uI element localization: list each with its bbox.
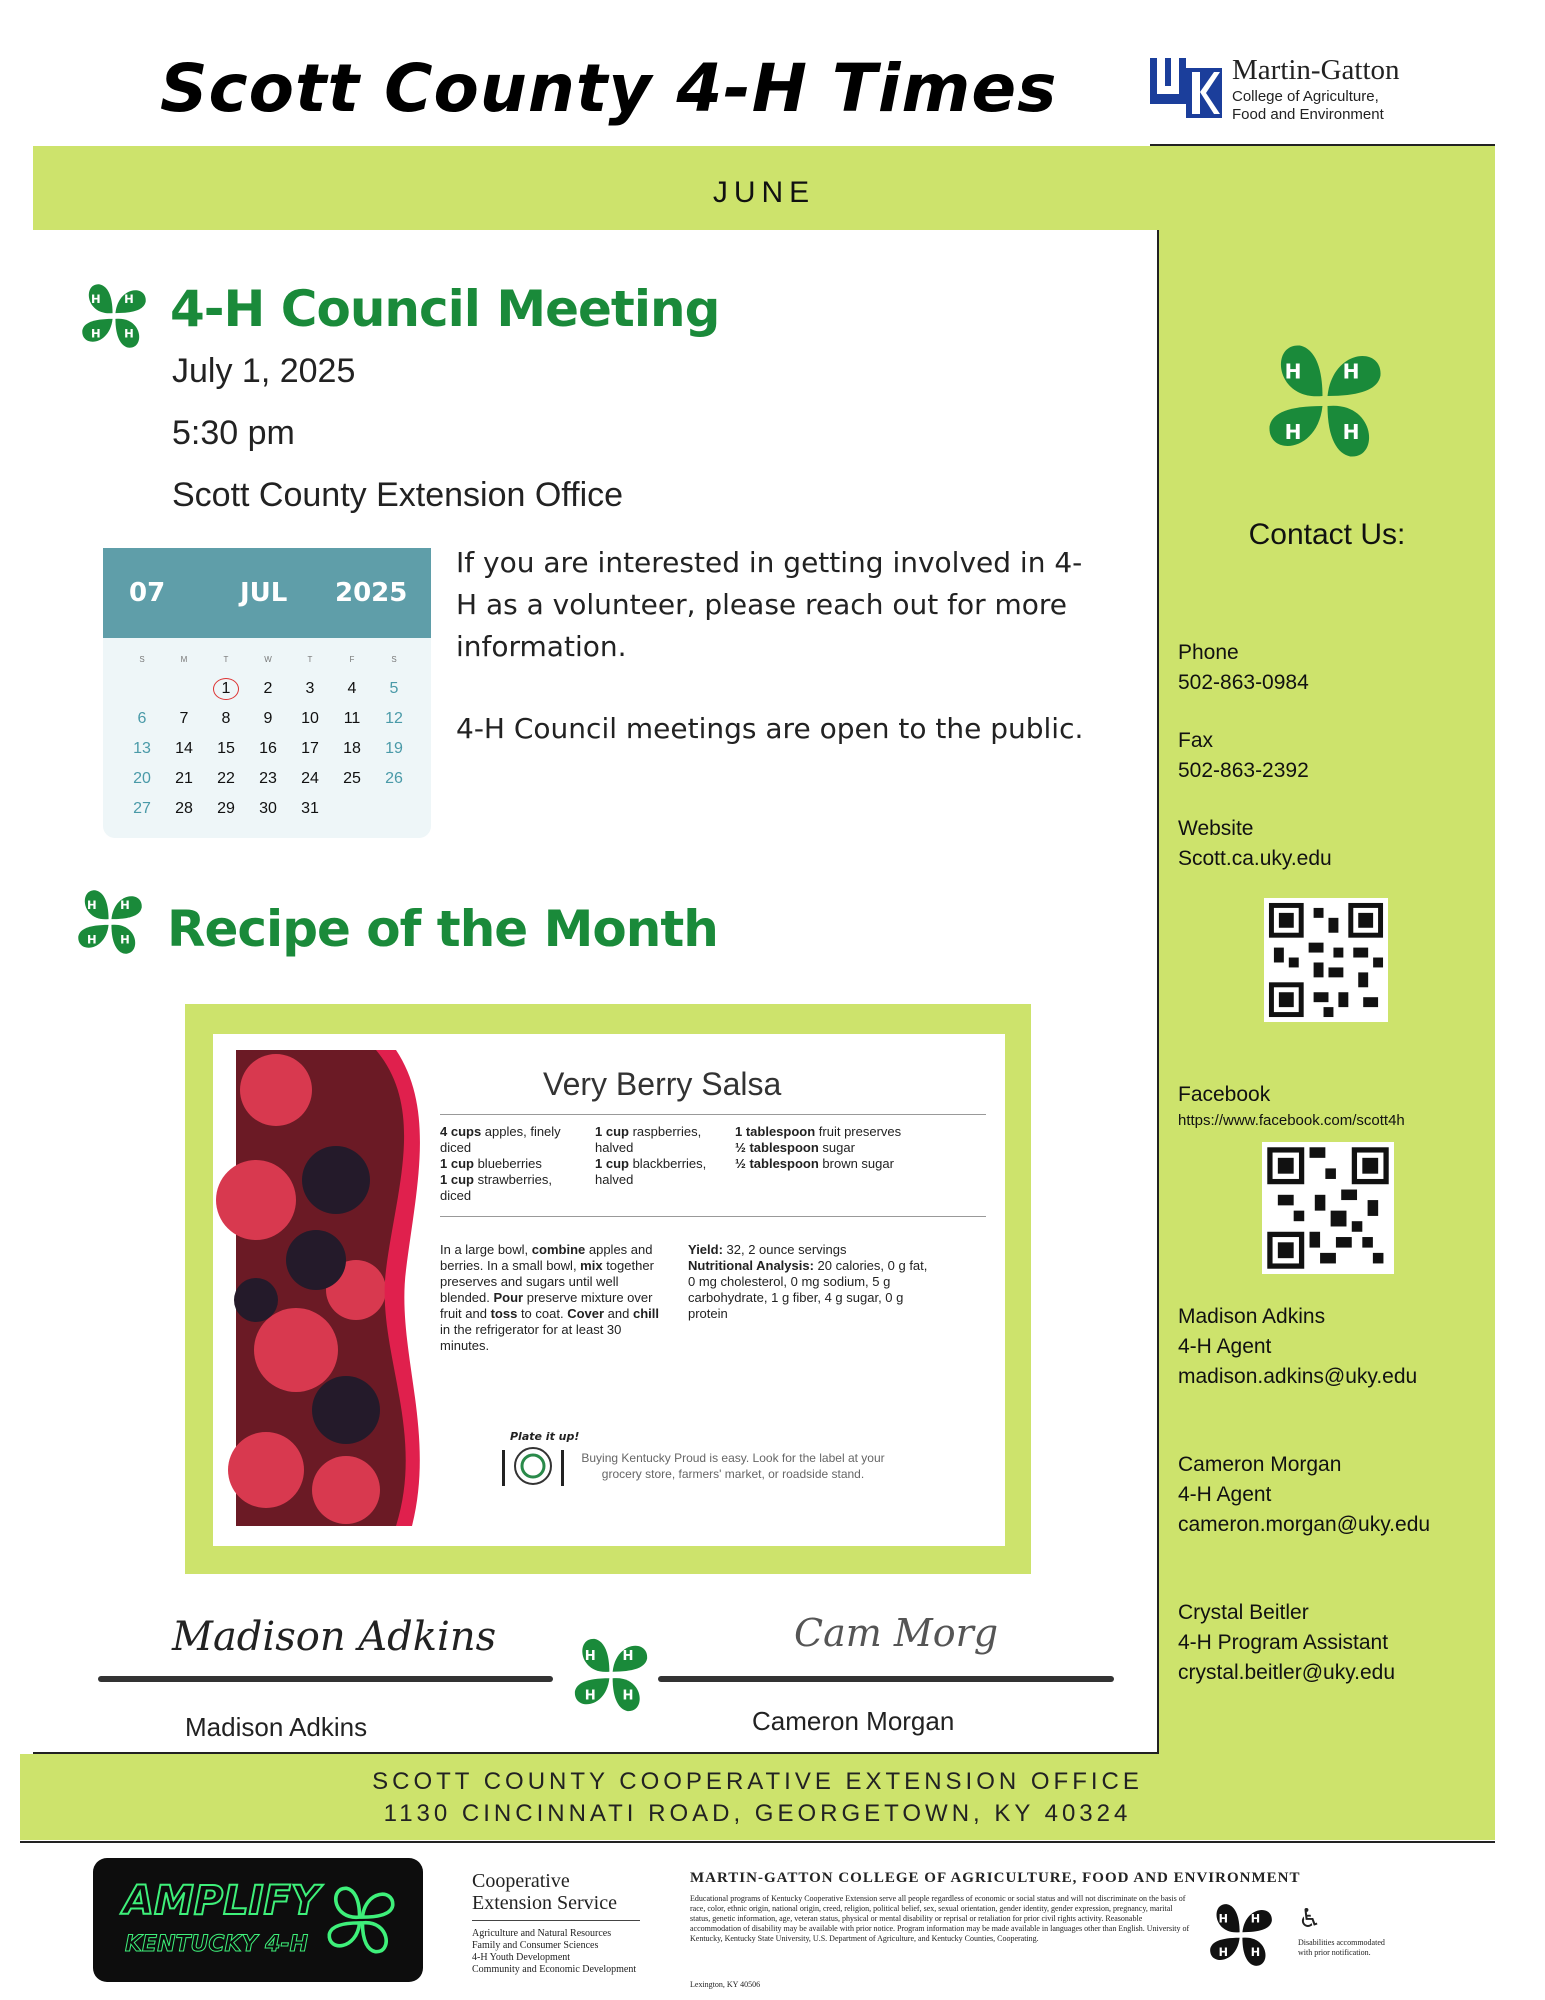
calendar-day: 18 [343,740,361,757]
contact-person-2 [1178,1450,1430,1540]
ces-unit: 4-H Youth Development [472,1952,571,1963]
college-subtitle-2: Food and Environment [1232,106,1384,123]
person-role: 4-H Agent [1178,1483,1272,1506]
four-h-clover-icon [1262,338,1388,464]
calendar-day: 4 [347,680,357,697]
calendar-day: 29 [217,800,235,817]
calendar-day: 28 [175,800,193,817]
plate-it-up-text: Plate it up! [510,1430,580,1443]
person-role: 4-H Agent [1178,1335,1272,1358]
ces-rule [472,1920,640,1921]
ces-unit: Agriculture and Natural Resources [472,1928,612,1939]
fax-block [1178,726,1309,786]
recipe-heading: Recipe of the Month [167,900,718,958]
recipe-rule [440,1114,986,1115]
calendar-header [103,548,431,638]
calendar-day: 6 [137,710,147,727]
nutrition-line: Nutritional Analysis: 20 calories, 0 g fat, 0 mg cholesterol, 0 mg sodium, 5 g carbohydrate, 1 g fiber, 4 g sugar, 0 g protein [688,1258,928,1321]
calendar-day: 13 [133,740,151,757]
nondiscrimination-statement: Educational programs of Kentucky Cooperative Extension serve all people regardless of economic or social status and will not discriminate on the basis of race, color, ethnic origin, national origin, creed, religion, political belief, sex, sexual orientation, gender identity, gender expression, pregnancy, marital status, genetic information, age, veteran status, physical or mental disability or reprisal or retaliation for prior civil rights activity. Reasonable accommodation of disability may be available with prior notice. Program information may be made available in languages other than English. University of Kentucky, Kentucky State University, U.S. Department of Agriculture, and Kentucky Counties, Cooperating. [690,1894,1190,1943]
month-label: JUNE [712,176,816,209]
svg-text:H: H [1284,419,1302,444]
calendar-weekday: M [180,654,188,664]
calendar-day: 26 [385,770,403,787]
svg-text:H: H [1218,1912,1228,1926]
svg-text:H: H [124,292,134,307]
svg-text:H: H [90,326,101,341]
ingredient-item: 4 cups apples, finely diced [440,1124,561,1155]
svg-text:H: H [1284,359,1302,384]
contact-person-1 [1178,1302,1417,1392]
newsletter-title: Scott County 4-H Times [160,50,1058,127]
recipe-name: Very Berry Salsa [543,1066,782,1102]
svg-text:Cam Morg: Cam Morg [794,1611,999,1655]
calendar-day: 17 [301,740,319,757]
calendar-day: 12 [385,710,403,727]
four-h-clover-icon [570,1634,652,1716]
ingredients-column-2 [595,1124,715,1188]
svg-text:H: H [622,1688,634,1704]
calendar-week-row [121,764,417,794]
calendar-week-row [121,734,417,764]
calendar-weekday: S [139,654,145,664]
svg-text:H: H [1342,359,1360,384]
phone-number[interactable]: 502-863-0984 [1178,671,1309,694]
madison-signature [168,1594,497,1674]
cooperative-extension-logo: Cooperative Extension Service [472,1870,617,1914]
amplify-text: AMPLIFY [123,1878,320,1924]
calendar-day: 15 [217,740,235,757]
calendar-day: 22 [217,770,235,787]
fax-number: 502-863-2392 [1178,759,1309,782]
phone-block [1178,638,1309,698]
calendar-day: 21 [175,770,193,787]
council-date: July 1, 2025 [172,352,356,390]
yield-line: Yield: 32, 2 ounce servings [688,1242,847,1257]
recipe-nutrition [688,1242,938,1322]
kentucky-proud-note: Buying Kentucky Proud is easy. Look for the label at your grocery store, farmers' market, or roadside stand. [581,1451,885,1481]
ingredient-item: 1 cup blackberries, halved [595,1156,707,1187]
contact-person-3 [1178,1598,1395,1688]
calendar-day: 9 [263,710,273,727]
ingredient-item: 1 cup raspberries, halved [595,1124,702,1155]
calendar-day: 11 [343,710,361,727]
ingredients-column-1 [440,1124,570,1204]
ingredient-item: 1 tablespoon fruit preserves [735,1124,902,1139]
facebook-link[interactable]: https://www.facebook.com/scott4h [1178,1112,1405,1129]
council-location: Scott County Extension Office [172,476,624,514]
ingredient-item: 1 cup strawberries, diced [440,1172,552,1203]
recipe-directions: In a large bowl, combine apples and berries. In a small bowl, mix together preserves and sugars until well blended. Pour preserve mixture over fruit and toss to coat. Cover and chill in the refrigerator for at least 30 minutes. [440,1242,659,1353]
person-role: 4-H Program Assistant [1178,1631,1389,1654]
calendar-weekday: F [349,654,355,664]
recipe-rule [440,1216,986,1217]
four-h-clover-icon [325,1884,397,1956]
svg-text:H: H [1250,1946,1261,1959]
phone-label: Phone [1178,641,1239,664]
calendar-week-row [121,674,417,704]
signature-line-right [658,1676,1114,1682]
person-email[interactable]: crystal.beitler@uky.edu [1178,1661,1396,1684]
facebook-label: Facebook [1178,1083,1271,1106]
council-time: 5:30 pm [172,414,295,452]
website-block [1178,814,1332,874]
calendar-week-row [121,704,417,734]
calendar-week-row [121,794,417,824]
calendar-day-highlighted: 1 [213,678,239,700]
person-email[interactable]: cameron.morgan@uky.edu [1178,1513,1431,1536]
ingredient-item: ½ tablespoon brown sugar [735,1156,894,1171]
calendar-day: 30 [259,800,277,817]
recipe-card [213,1034,1005,1546]
accessibility-icon: ♿ [1298,1904,1322,1934]
open-meeting-paragraph: 4-H Council meetings are open to the public. [456,712,1084,745]
calendar-day: 19 [385,740,403,757]
uk-college-logo [1150,54,1450,124]
calendar-day: 20 [133,770,151,787]
calendar-month-name: JUL [240,578,288,608]
person-name: Crystal Beitler [1178,1601,1309,1624]
svg-text:Madison Adkins: Madison Adkins [172,1614,497,1660]
office-address: 1130 CINCINNATI ROAD, GEORGETOWN, KY 40324 [383,1800,1132,1827]
fax-label: Fax [1178,729,1214,752]
facebook-qr-code[interactable] [1262,1142,1394,1274]
ingredient-item: ½ tablespoon sugar [735,1140,855,1155]
calendar-day: 23 [259,770,277,787]
signature-line-left [98,1676,553,1682]
ingredients-column-3 [735,1124,925,1172]
calendar-day: 8 [221,710,231,727]
svg-text:H: H [86,898,97,913]
calendar-day: 5 [389,680,399,697]
svg-text:H: H [124,326,134,341]
footer-rule [20,1841,1495,1843]
cameron-signature [790,1588,1000,1674]
contact-title: Contact Us: [1248,518,1406,551]
calendar-day: 14 [175,740,193,757]
calendar-day: 25 [343,770,361,787]
signature-name-cameron: Cameron Morgan [752,1706,955,1736]
svg-text:H: H [120,932,130,947]
calendar-month-number: 07 [129,578,166,608]
calendar-weekday: S [391,654,397,664]
svg-text:H: H [584,1649,596,1665]
ces-program-units [472,1928,636,1976]
svg-text:H: H [584,1688,596,1704]
college-name: Martin-Gatton [1232,54,1400,86]
july-calendar [103,548,431,838]
person-name: Madison Adkins [1178,1305,1326,1328]
calendar-weekday: W [264,654,272,664]
svg-text:H: H [90,292,101,307]
calendar-day: 31 [301,800,319,817]
signature-name-madison: Madison Adkins [185,1712,368,1742]
calendar-day: 24 [301,770,319,787]
svg-text:H: H [1250,1912,1261,1926]
person-email[interactable]: madison.adkins@uky.edu [1178,1365,1418,1388]
volunteer-paragraph: If you are interested in getting involved in 4-H as a volunteer, please reach out for more information. [456,546,1083,663]
website-qr-code[interactable] [1264,898,1388,1022]
calendar-weekday: T [223,654,229,664]
calendar-day: 2 [263,680,273,697]
office-name: SCOTT COUNTY COOPERATIVE EXTENSION OFFICE [372,1768,1143,1795]
svg-text:H: H [1218,1946,1228,1959]
calendar-day: 27 [133,800,151,817]
four-h-clover-icon [78,280,150,352]
plate-it-up-logo [488,1420,578,1494]
calendar-day: 16 [259,740,277,757]
calendar-year: 2025 [335,578,408,608]
disabilities-note: Disabilities accommodated with prior notification. [1298,1938,1385,1957]
kentucky-4h-text: KENTUCKY 4-H [125,1932,308,1957]
svg-text:H: H [86,932,97,947]
calendar-day: 3 [305,680,315,697]
ces-unit: Family and Consumer Sciences [472,1940,599,1951]
four-h-clover-icon [1206,1900,1276,1970]
amplify-kentucky-4h-logo [93,1858,423,1982]
svg-text:H: H [1342,419,1360,444]
calendar-day [205,678,247,700]
svg-text:H: H [120,898,130,913]
svg-text:H: H [622,1649,634,1665]
website-link[interactable]: Scott.ca.uky.edu [1178,847,1332,870]
footer-city: Lexington, KY 40506 [690,1980,761,1989]
calendar-weekday-row [121,644,417,674]
calendar-day: 7 [179,710,189,727]
four-h-clover-icon [74,886,146,958]
calendar-day: 10 [301,710,319,727]
berries-photo [236,1050,420,1526]
ces-unit: Community and Economic Development [472,1964,637,1975]
calendar-weekday: T [307,654,313,664]
college-footer-name: MARTIN-GATTON COLLEGE OF AGRICULTURE, FOOD AND ENVIRONMENT [690,1870,1301,1886]
website-label: Website [1178,817,1254,840]
ingredient-item: 1 cup blueberries [440,1156,542,1171]
council-heading: 4-H Council Meeting [170,280,720,338]
person-name: Cameron Morgan [1178,1453,1342,1476]
uk-logo-icon [1150,58,1222,118]
calendar-grid [121,644,417,824]
college-subtitle-1: College of Agriculture, [1232,88,1379,105]
